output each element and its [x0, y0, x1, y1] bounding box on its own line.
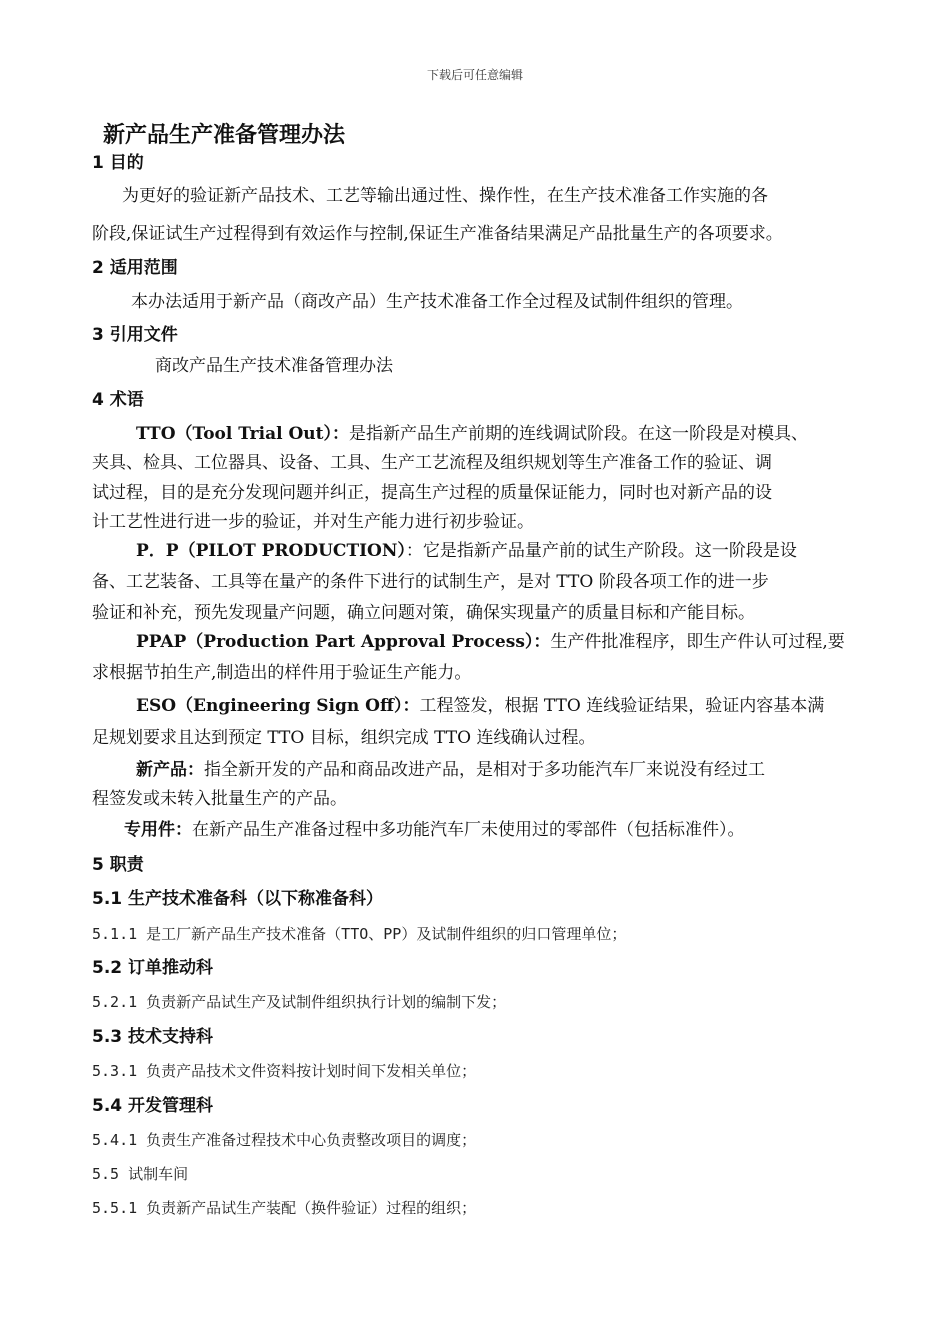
term-special-part — [124, 820, 745, 840]
term-tto-def-4: 计工艺性进行进一步的验证，并对生产能力进行初步验证。 — [92, 512, 534, 532]
term-eso-label: ESO（Engineering Sign Off）： — [136, 696, 420, 716]
header-note: 下载后可任意编辑 — [426, 68, 523, 82]
section-3-reference: 商改产品生产技术准备管理办法 — [155, 356, 393, 376]
section-5-1-heading: 5.1 生产技术准备科（以下称准备科） — [92, 889, 384, 909]
section-1-heading: 1 目的 — [92, 153, 144, 173]
section-2-heading: 2 适用范围 — [92, 258, 178, 278]
term-ppap-label: PPAP（Production Part Approval Process）： — [136, 632, 551, 652]
term-tto-def-3: 试过程，目的是充分发现问题并纠正，提高生产过程的质量保证能力，同时也对新产品的设 — [92, 483, 772, 503]
term-pp-def-3: 验证和补充，预先发现量产问题，确立问题对策，确保实现量产的质量目标和产能目标。 — [92, 603, 755, 623]
term-special-part-def: 在新产品生产准备过程中多功能汽车厂未使用过的零部件（包括标准件）。 — [192, 820, 745, 840]
term-new-product-def-2: 程签发或未转入批量生产的产品。 — [92, 789, 347, 809]
term-tto-def-2: 夹具、检具、工位器具、设备、工具、生产工艺流程及组织规划等生产准备工作的验证、调 — [92, 453, 772, 473]
section-4-heading: 4 术语 — [92, 390, 144, 410]
section-1-para-line-1: 为更好的验证新产品技术、工艺等输出通过性、操作性，在生产技术准备工作实施的各 — [122, 186, 768, 206]
term-pp-label: P．P（PILOT PRODUCTION） — [136, 541, 406, 561]
document-title: 新产品生产准备管理办法 — [103, 123, 346, 148]
section-5-4-heading: 5.4 开发管理科 — [92, 1096, 214, 1116]
section-5-3-heading: 5.3 技术支持科 — [92, 1027, 214, 1047]
term-ppap-def-1: 生产件批准程序，即生产件认可过程,要 — [550, 632, 845, 652]
term-pp-def-1: ：它是指新产品量产前的试生产阶段。这一阶段是设 — [405, 541, 797, 561]
section-3-heading: 3 引用文件 — [92, 325, 178, 345]
term-pp-def-2: 备、工艺装备、工具等在量产的条件下进行的试制生产，是对 TTO 阶段各项工作的进一步 — [92, 572, 769, 592]
section-5-heading: 5 职责 — [92, 855, 144, 875]
term-eso-def-1: 工程签发，根据 TTO 连线验证结果，验证内容基本满 — [419, 696, 825, 716]
section-5-4-1: 5.4.1 负责生产准备过程技术中心负责整改项目的调度； — [92, 1131, 477, 1149]
term-ppap — [136, 632, 845, 652]
term-eso-def-2: 足规划要求且达到预定 TTO 目标，组织完成 TTO 连线确认过程。 — [92, 728, 596, 748]
section-1-para-line-2: 阶段,保证试生产过程得到有效运作与控制,保证生产准备结果满足产品批量生产的各项要求。 — [92, 224, 783, 244]
section-5-2-heading: 5.2 订单推动科 — [92, 958, 214, 978]
term-tto — [136, 424, 808, 444]
section-5-1-1: 5.1.1 是工厂新产品生产技术准备（TTO、PP）及试制件组织的归口管理单位； — [92, 925, 627, 943]
term-tto-label: TTO（Tool Trial Out）： — [136, 424, 349, 444]
term-special-part-label: 专用件： — [124, 820, 192, 840]
term-new-product — [136, 760, 765, 780]
section-5-5-1: 5.5.1 负责新产品试生产装配（换件验证）过程的组织； — [92, 1199, 477, 1217]
term-ppap-def-2: 求根据节拍生产,制造出的样件用于验证生产能力。 — [92, 663, 472, 683]
term-new-product-def-1: 指全新开发的产品和商品改进产品，是相对于多功能汽车厂来说没有经过工 — [204, 760, 765, 780]
section-2-para: 本办法适用于新产品（商改产品）生产技术准备工作全过程及试制件组织的管理。 — [131, 292, 743, 312]
term-tto-def-1: 是指新产品生产前期的连线调试阶段。在这一阶段是对模具、 — [349, 424, 808, 444]
section-5-2-1: 5.2.1 负责新产品试生产及试制件组织执行计划的编制下发； — [92, 993, 507, 1011]
term-new-product-label: 新产品： — [136, 760, 204, 780]
section-5-5-heading: 5.5 试制车间 — [92, 1165, 189, 1183]
section-5-3-1: 5.3.1 负责产品技术文件资料按计划时间下发相关单位； — [92, 1062, 477, 1080]
term-eso — [136, 696, 824, 716]
term-pp — [136, 541, 797, 561]
